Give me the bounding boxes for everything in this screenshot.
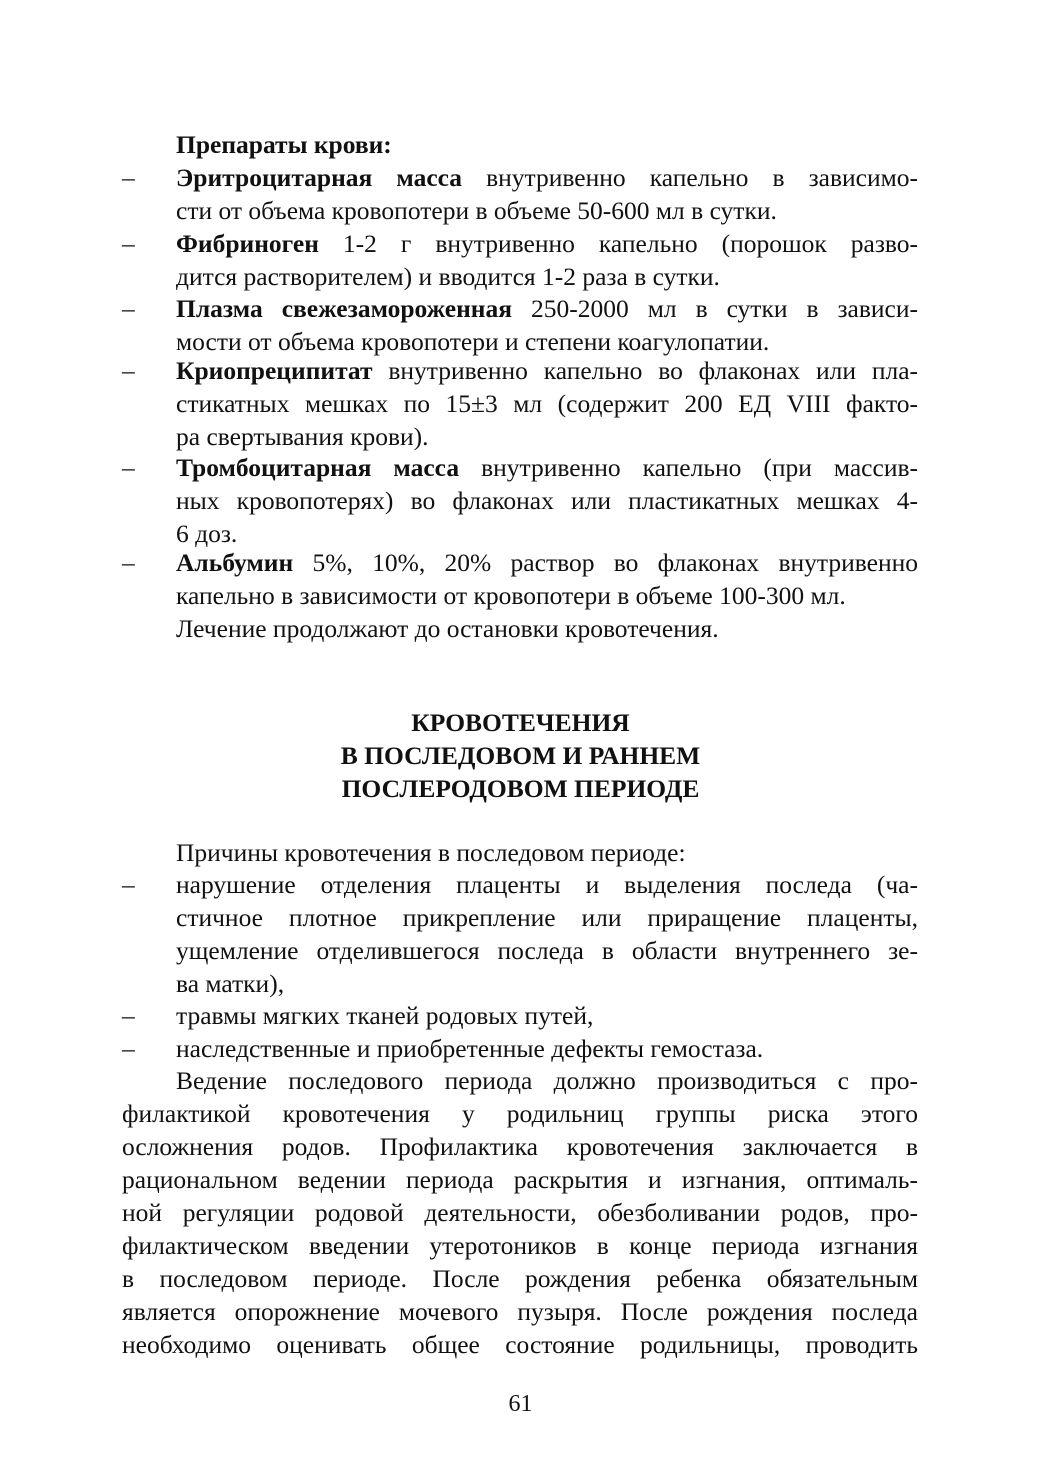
list-item-text [176,161,918,227]
item-line: стичное плотное прикрепление или приращение плаценты, [176,903,918,932]
item-line: 1-2 г внутривенно капельно (порошок разво- [318,229,918,258]
item-name: Фибриноген [176,229,319,258]
paragraph-line: осложнения родов. Профилактика кровотечения заключается в [122,1132,918,1161]
paragraph-line: рациональном ведении периода раскрытия и изгнания, оптималь- [122,1165,918,1194]
list-dash: – [122,294,135,323]
body-paragraph [122,1064,918,1361]
section-title-line: ПОСЛЕРОДОВОМ ПЕРИОДЕ [341,774,700,803]
list-dash: – [122,163,135,192]
section-title-line: КРОВОТЕЧЕНИЯ [411,708,630,737]
list-dash: – [122,870,135,899]
item-line: нарушение отделения плаценты и выделения последа (ча- [176,870,918,899]
paragraph-line: в последовом периоде. После рождения ребенка обязательным [122,1264,918,1293]
treatment-closing: Лечение продолжают до остановки кровотечения. [176,614,719,643]
page-number: 61 [508,1391,533,1417]
item-line: ва матки), [176,969,285,998]
list-dash: – [122,1001,135,1030]
item-line: сти от объема кровопотери в объеме 50-600 мл в сутки. [176,196,777,225]
list-dash: – [122,548,135,577]
list-item-text [176,999,918,1032]
list-item-text [176,292,918,358]
item-line: 6 доз. [176,519,238,548]
item-line: стикатных мешках по 15±3 мл (содержит 200 ЕД VIII факто- [176,389,918,418]
list-item-text [176,546,918,612]
item-line: внутривенно капельно в зависимо- [462,163,918,192]
item-line: 250-2000 мл в сутки в зависи- [512,294,918,323]
list-item-text [176,1032,918,1065]
section-title-line: В ПОСЛЕДОВОМ И РАННЕМ [340,741,701,770]
item-name: Эритроцитарная масса [176,163,463,192]
paragraph-line: необходимо оценивать общее состояние родильницы, проводить [122,1330,918,1359]
list-dash: – [122,356,135,385]
item-name: Криопреципитат [176,356,373,385]
item-line: капельно в зависимости от кровопотери в объеме 100-300 мл. [176,581,846,610]
list-dash: – [122,1034,135,1063]
list-item-text [176,227,918,293]
list-item-text [176,451,918,550]
item-line: травмы мягких тканей родовых путей, [176,1001,594,1030]
paragraph-line: является опорожнение мочевого пузыря. После рождения последа [122,1297,918,1326]
item-line: 5%, 10%, 20% раствор во флаконах внутривенно [293,548,918,577]
item-line: мости от объема кровопотери и степени коагулопатии. [176,327,770,356]
item-line: ных кровопотерях) во флаконах или пластикатных мешках 4- [176,486,918,515]
list-item-text [176,354,918,453]
paragraph-line: филактикой кровотечения у родильниц группы риска этого [122,1099,918,1128]
list-dash: – [122,229,135,258]
paragraph-line: ной регуляции родовой деятельности, обезболивании родов, про- [122,1198,918,1227]
list-dash: – [122,453,135,482]
causes-intro: Причины кровотечения в последовом периоде: [176,838,686,867]
item-line: наследственные и приобретенные дефекты гемостаза. [176,1034,764,1063]
item-line: ра свертывания крови). [176,422,429,451]
section-title [0,706,1041,805]
blood-products-heading: Препараты крови: [176,130,392,159]
item-name: Плазма свежезамороженная [176,294,513,323]
item-line: ущемление отделившегося последа в области внутреннего зе- [176,936,918,965]
item-name: Альбумин [176,548,294,577]
item-line: внутривенно капельно (при массив- [459,453,918,482]
paragraph-line: Ведение последового периода должно производиться с про- [176,1066,918,1095]
item-line: внутривенно капельно во флаконах или пла- [372,356,918,385]
list-item-text [176,868,918,1000]
paragraph-line: филактическом введении утеротоников в конце периода изгнания [122,1231,918,1260]
item-line: дится растворителем) и вводится 1-2 раза в сутки. [176,262,720,291]
item-name: Тромбоцитарная масса [176,453,460,482]
